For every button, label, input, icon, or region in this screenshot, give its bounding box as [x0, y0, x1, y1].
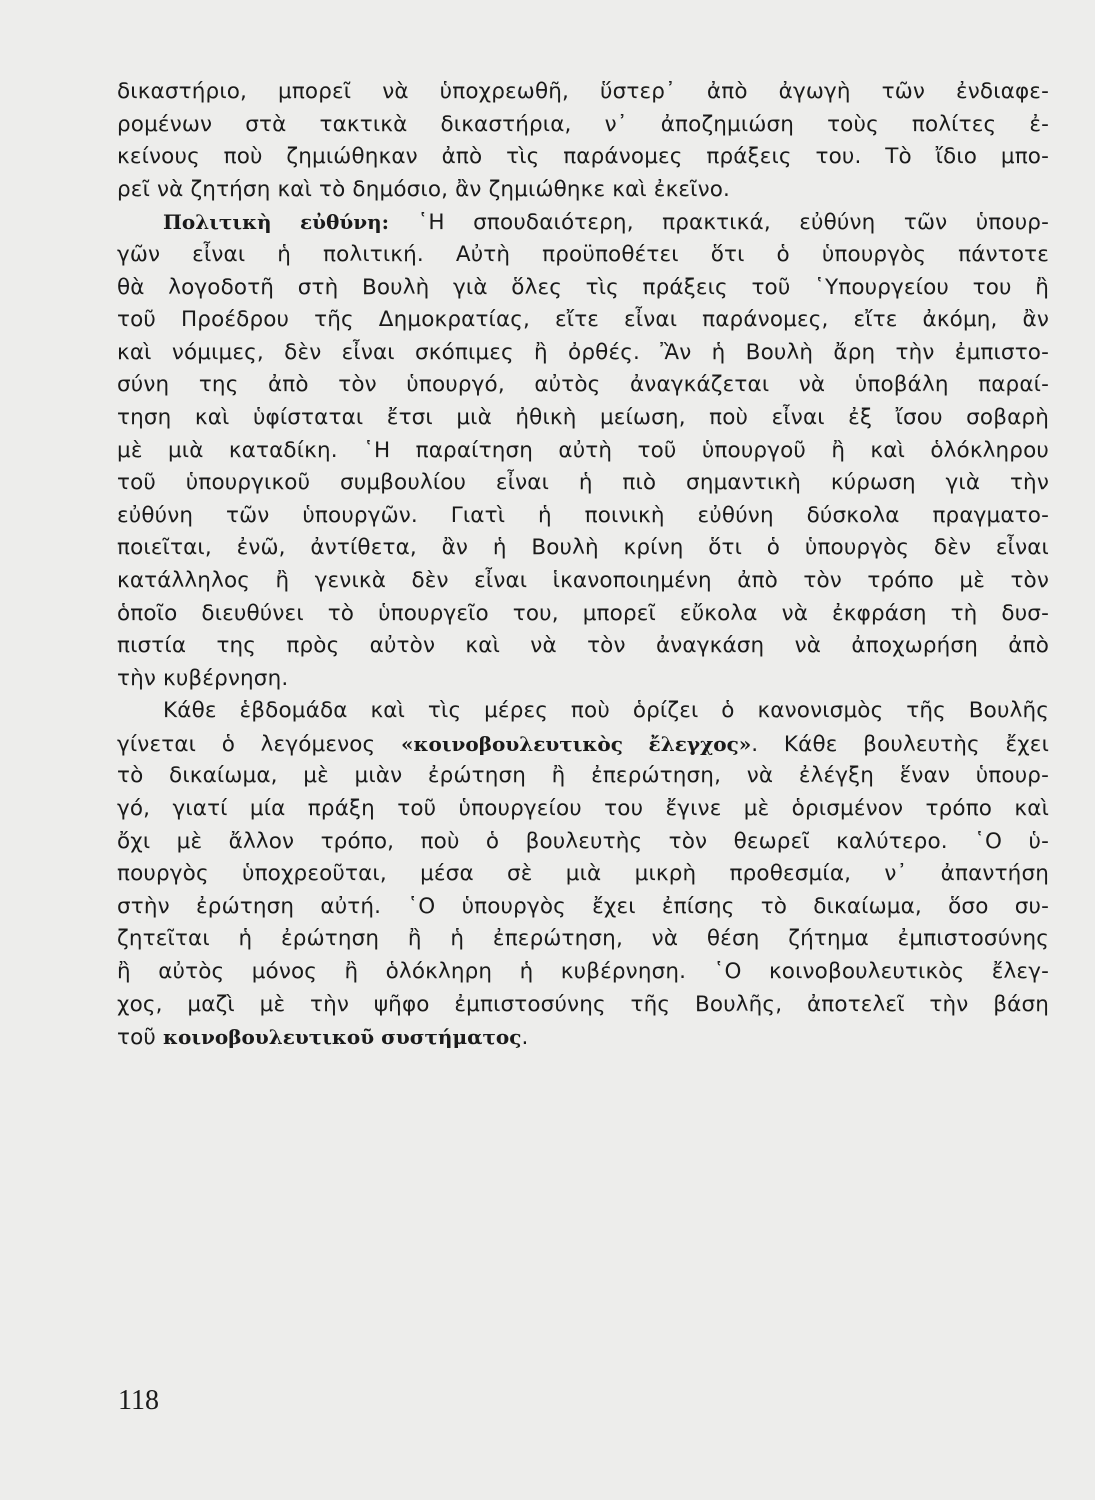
term-parliamentary-system: κοινοβουλευτικοῦ συστήματος: [162, 1025, 522, 1050]
text-run: ῾Η σπουδαιότερη, πρακτικά, εὐθύνη τῶν ὑπουρ-: [417, 210, 1050, 236]
text-line: ὁποῖο διευθύνει τὸ ὑπουργεῖο του, μπορεῖ εὔκολα νὰ ἐκφράση τὴ δυσ-: [117, 600, 1049, 626]
text-line: κατάλληλος ἢ γενικὰ δὲν εἶναι ἱκανοποιημένη ἀπὸ τὸν τρόπο μὲ τὸν: [117, 567, 1049, 593]
text-run: τοῦ: [117, 1025, 163, 1051]
text-line: ρομένων στὰ τακτικὰ δικαστήρια, ν᾽ ἀποζημιώση τοὺς πολίτες ἐ-: [117, 111, 1049, 137]
text-line: στὴν ἐρώτηση αὐτή. ῾Ο ὑπουργὸς ἔχει ἐπίσης τὸ δικαίωμα, ὅσο συ-: [117, 893, 1049, 919]
text-line: [117, 728, 1049, 761]
text-line: πουργὸς ὑποχρεοῦται, μέσα σὲ μιὰ μικρὴ προθεσμία, ν᾽ ἀπαντήση: [117, 861, 1049, 887]
page-number: 118: [118, 1385, 159, 1416]
body-text: [117, 76, 1049, 1054]
term-parliamentary-control: «κοινοβουλευτικὸς ἔλεγχος»: [400, 731, 752, 756]
paragraph-political-responsibility-first-line: [117, 206, 1049, 239]
section-heading-political-responsibility: Πολιτικὴ εὐθύνη:: [163, 210, 390, 235]
text-line: χος, μαζὶ μὲ τὴν ψῆφο ἐμπιστοσύνης τῆς Βουλῆς, ἀποτελεῖ τὴν βάση: [117, 991, 1049, 1017]
text-line: ρεῖ νὰ ζητήση καὶ τὸ δημόσιο, ἂν ζημιώθηκε καὶ ἐκεῖνο.: [117, 176, 731, 202]
text-line: [117, 1021, 1049, 1054]
text-line: μὲ μιὰ καταδίκη. ῾Η παραίτηση αὐτὴ τοῦ ὑπουργοῦ ἢ καὶ ὁλόκληρου: [117, 437, 1049, 463]
text-line: σύνη της ἀπὸ τὸν ὑπουργό, αὐτὸς ἀναγκάζεται νὰ ὑποβάλη παραί-: [117, 372, 1049, 398]
text-line: τὴν κυβέρνηση.: [117, 665, 289, 691]
text-line: κείνους ποὺ ζημιώθηκαν ἀπὸ τὶς παράνομες πράξεις του. Τὸ ἴδιο μπο-: [117, 144, 1049, 170]
text-line: ὄχι μὲ ἄλλον τρόπο, ποὺ ὁ βουλευτὴς τὸν θεωρεῖ καλύτερο. ῾Ο ὑ-: [117, 828, 1049, 854]
text-line: ζητεῖται ἡ ἐρώτηση ἢ ἡ ἐπερώτηση, νὰ θέση ζήτημα ἐμπιστοσύνης: [117, 926, 1049, 952]
text-run: .: [521, 1025, 529, 1051]
text-line: πιστία της πρὸς αὐτὸν καὶ νὰ τὸν ἀναγκάση νὰ ἀποχωρήση ἀπὸ: [117, 633, 1049, 659]
text-line: ἢ αὐτὸς μόνος ἢ ὁλόκληρη ἡ κυβέρνηση. ῾Ο κοινοβουλευτικὸς ἔλεγ-: [117, 959, 1049, 985]
text-line: τὸ δικαίωμα, μὲ μιὰν ἐρώτηση ἢ ἐπερώτηση, νὰ ἐλέγξη ἕναν ὑπουρ-: [117, 763, 1049, 789]
text-line: εὐθύνη τῶν ὑπουργῶν. Γιατὶ ἡ ποινικὴ εὐθύνη δύσκολα πραγματο-: [117, 502, 1049, 528]
text-line: γῶν εἶναι ἡ πολιτική. Αὐτὴ προϋποθέτει ὅτι ὁ ὑπουργὸς πάντοτε: [117, 241, 1049, 267]
text-line: Κάθε ἑβδομάδα καὶ τὶς μέρες ποὺ ὁρίζει ὁ κανονισμὸς τῆς Βουλῆς: [163, 698, 1049, 724]
text-line: τοῦ Προέδρου τῆς Δημοκρατίας, εἴτε εἶναι παράνομες, εἴτε ἀκόμη, ἂν: [117, 307, 1049, 333]
text-line: καὶ νόμιμες, δὲν εἶναι σκόπιμες ἢ ὀρθές. Ἂν ἡ Βουλὴ ἄρη τὴν ἐμπιστο-: [117, 339, 1049, 365]
text-line: τηση καὶ ὑφίσταται ἔτσι μιὰ ἠθικὴ μείωση, ποὺ εἶναι ἐξ ἴσου σοβαρὴ: [117, 404, 1049, 430]
text-line: δικαστήριο, μπορεῖ νὰ ὑποχρεωθῆ, ὕστερ᾽ ἀπὸ ἀγωγὴ τῶν ἐνδιαφε-: [117, 79, 1049, 104]
text-line: τοῦ ὑπουργικοῦ συμβουλίου εἶναι ἡ πιὸ σημαντικὴ κύρωση γιὰ τὴν: [117, 470, 1049, 496]
text-line: γό, γιατί μία πράξη τοῦ ὑπουργείου του ἔγινε μὲ ὁρισμένον τρόπο καὶ: [117, 796, 1049, 822]
text-line: θὰ λογοδοτῆ στὴ Βουλὴ γιὰ ὅλες τὶς πράξεις τοῦ ῾Υπουργείου του ἢ: [117, 274, 1049, 300]
text-run: . Κάθε βουλευτὴς ἔχει: [751, 731, 1049, 757]
text-line: ποιεῖται, ἐνῶ, ἀντίθετα, ἂν ἡ Βουλὴ κρίνη ὅτι ὁ ὑπουργὸς δὲν εἶναι: [117, 535, 1049, 561]
text-run: γίνεται ὁ λεγόμενος: [117, 731, 401, 757]
